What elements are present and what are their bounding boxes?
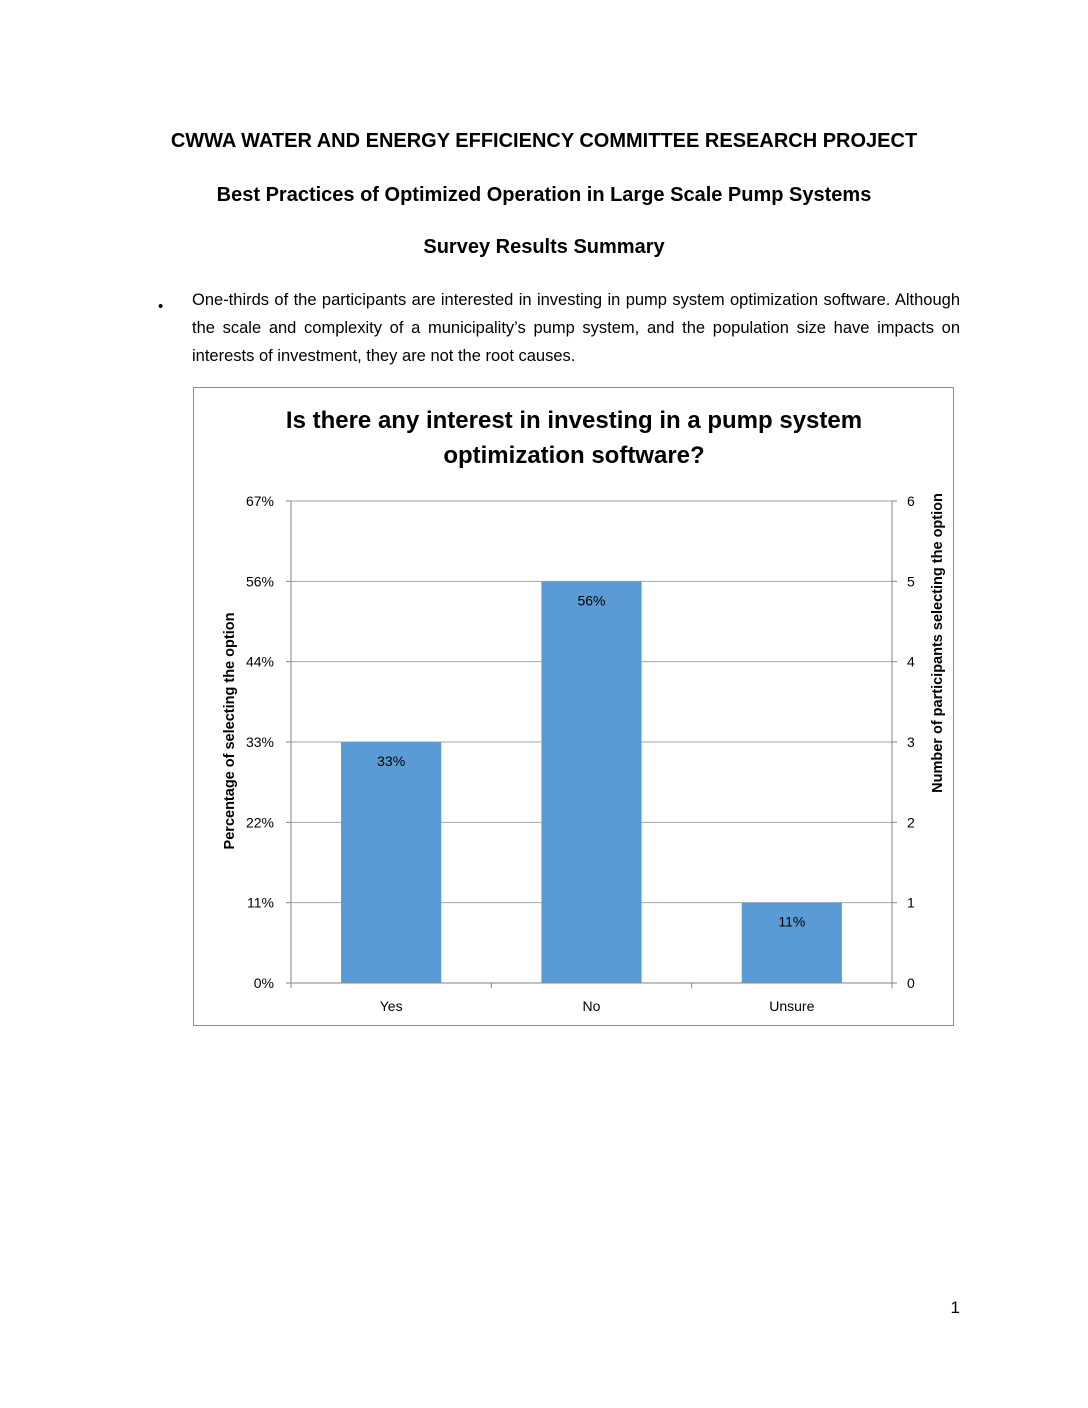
y-tick-label: 33% xyxy=(245,734,274,750)
x-tick-label: No xyxy=(582,998,601,1014)
document-subtitle: Best Practices of Optimized Operation in Large Scale Pump Systems xyxy=(216,184,872,206)
y2-tick-label: 3 xyxy=(907,734,915,750)
section-title: Survey Results Summary xyxy=(423,236,665,258)
chart-title-line-2: optimization software? xyxy=(443,442,705,469)
bullet-paragraph: One-thirds of the participants are interested in investing in pump system optimization software. Although the scale and complexity of a municipality’s pump system, and the population size have impacts on interests of investment, they are not the root causes. xyxy=(192,291,960,365)
y2-tick-label: 6 xyxy=(907,493,915,509)
y-tick-label: 11% xyxy=(247,894,274,911)
data-label-no: 56% xyxy=(577,592,606,609)
y-tick-label: 56% xyxy=(245,573,274,590)
page-number: 1 xyxy=(950,1298,960,1317)
y2-axis-title: Number of participants selecting the option xyxy=(930,493,946,793)
y2-tick-label: 5 xyxy=(907,573,915,590)
chart-container xyxy=(193,387,954,1026)
bullet-point-icon: • xyxy=(158,298,164,315)
y-tick-label: 67% xyxy=(245,493,274,509)
bar-no xyxy=(541,581,641,983)
x-tick-label: Unsure xyxy=(769,998,815,1014)
chart-title-line-1: Is there any interest in investing in a pump system xyxy=(285,407,863,434)
y-tick-label: 22% xyxy=(245,814,274,831)
y2-tick-label: 2 xyxy=(907,814,915,831)
y2-tick-label: 1 xyxy=(907,894,915,911)
y-tick-label: 0% xyxy=(253,975,274,991)
bar-chart xyxy=(194,388,954,1026)
data-label-unsure: 11% xyxy=(778,913,806,930)
data-label-yes: 33% xyxy=(377,753,406,769)
project-title: CWWA WATER AND ENERGY EFFICIENCY COMMITTEE RESEARCH PROJECT xyxy=(170,130,918,152)
y-tick-label: 44% xyxy=(245,653,274,670)
x-tick-label: Yes xyxy=(379,998,403,1014)
bar-yes xyxy=(341,742,441,983)
y2-tick-label: 0 xyxy=(907,975,915,991)
y2-tick-label: 4 xyxy=(907,653,915,670)
y-axis-title: Percentage of selecting the option xyxy=(222,612,238,850)
